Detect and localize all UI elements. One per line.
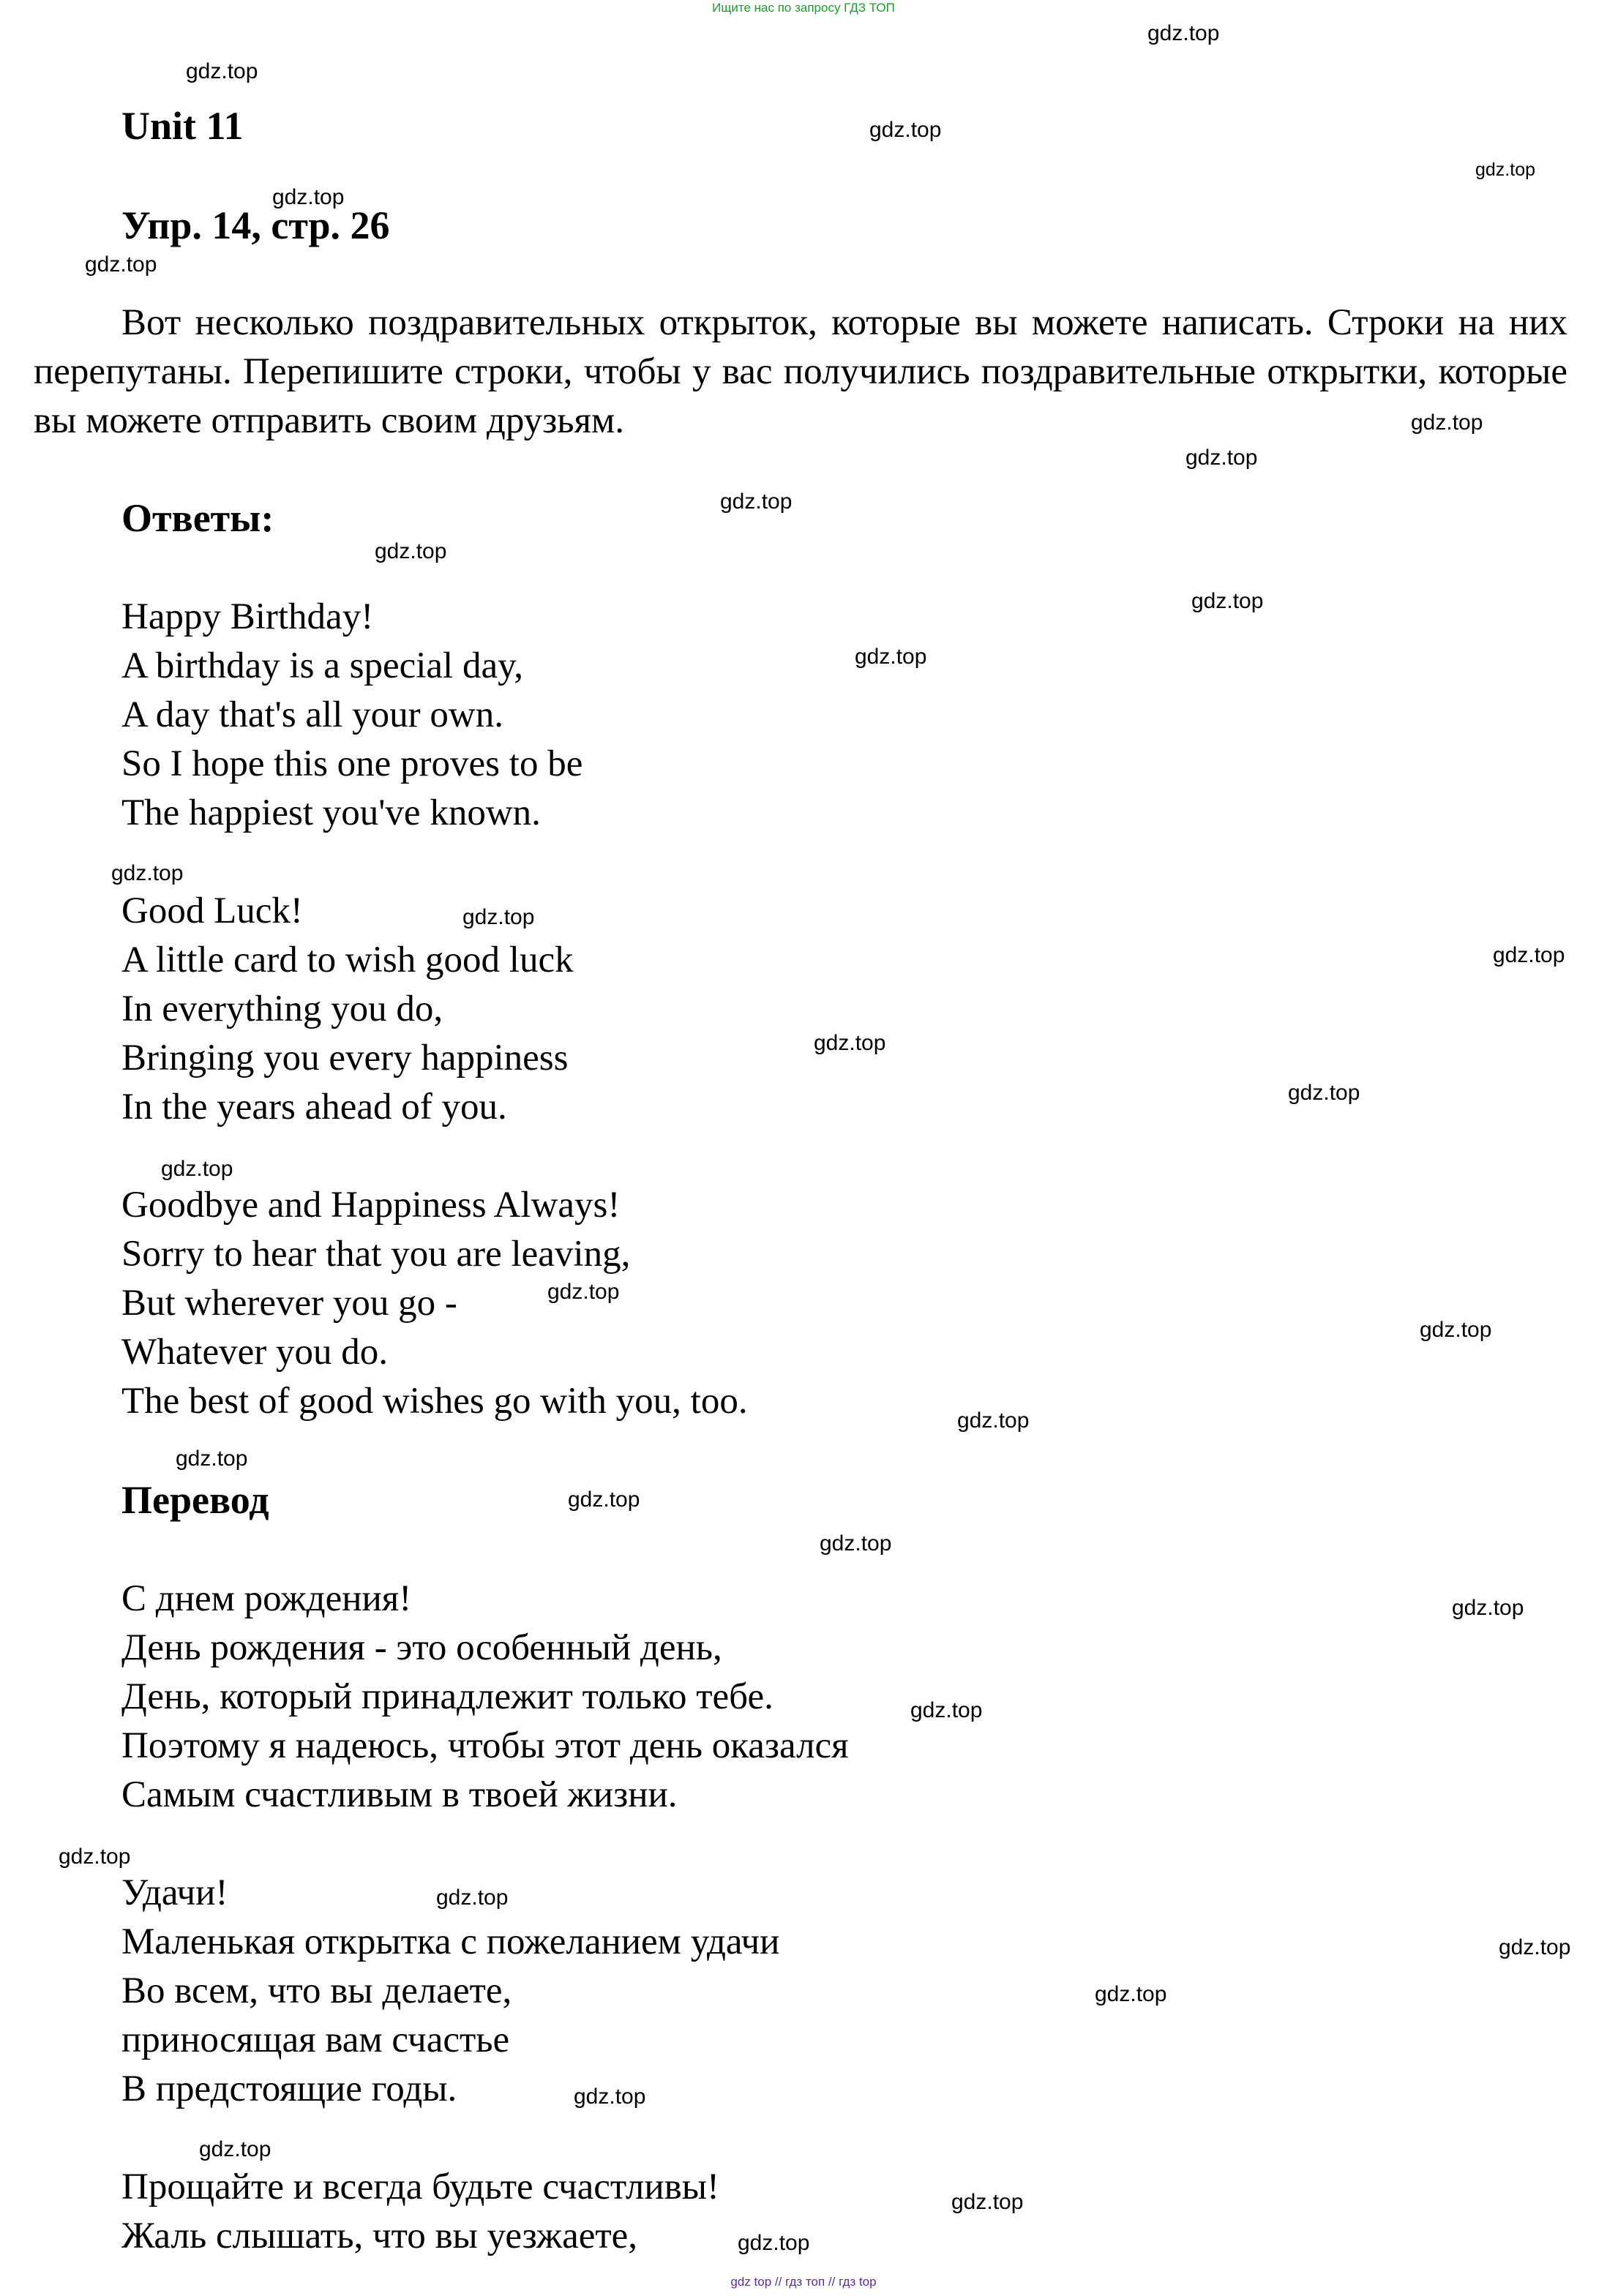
watermark: gdz.top: [720, 489, 793, 514]
verse-line: Жаль слышать, что вы уезжаете,: [121, 2216, 638, 2256]
answer-card-birthday: [121, 593, 583, 838]
answer-card-goodbye: [121, 1181, 748, 1426]
watermark: gdz.top: [186, 59, 258, 83]
translation-heading: Перевод: [121, 1478, 269, 1522]
watermark: gdz.top: [820, 1531, 892, 1556]
verse-line: Sorry to hear that you are leaving,: [121, 1234, 631, 1275]
watermark: gdz.top: [957, 1408, 1030, 1433]
verse-line: Bringing you every happiness: [121, 1038, 569, 1078]
verse-line: Прощайте и всегда будьте счастливы!: [121, 2166, 719, 2207]
watermark: gdz.top: [85, 252, 157, 277]
watermark: gdz.top: [59, 1845, 131, 1869]
verse-line: Маленькая открытка с пожеланием удачи: [121, 1921, 780, 1962]
verse-line: Поэтому я надеюсь, чтобы этот день оказался: [121, 1725, 849, 1766]
watermark: gdz.top: [176, 1447, 248, 1471]
watermark: gdz.top: [161, 1157, 233, 1181]
watermark: gdz.top: [375, 539, 447, 563]
unit-title: Unit 11: [121, 104, 244, 148]
verse-line: Самым счастливым в твоей жизни.: [121, 1774, 678, 1815]
watermark: gdz.top: [1191, 589, 1264, 613]
verse-line: A birthday is a special day,: [121, 645, 524, 686]
translation-card-goodbye: [121, 2163, 719, 2261]
watermark: gdz.top: [951, 2190, 1024, 2214]
verse-line: День рождения - это особенный день,: [121, 1627, 722, 1668]
watermark: gdz.top: [199, 2137, 271, 2161]
verse-line: The best of good wishes go with you, too.: [121, 1381, 748, 1422]
watermark: gdz.top: [111, 861, 184, 885]
translation-card-birthday: [121, 1575, 849, 1820]
watermark: gdz.top: [814, 1031, 886, 1055]
watermark: gdz.top: [272, 185, 345, 209]
verse-line: Во всем, что вы делаете,: [121, 1970, 512, 2011]
verse-line: Good Luck!: [121, 890, 303, 931]
watermark: gdz.top: [547, 1280, 620, 1304]
watermark: gdz.top: [1452, 1596, 1524, 1620]
watermark: gdz.top: [1288, 1081, 1360, 1105]
watermark: gdz.top: [1493, 943, 1565, 967]
verse-line: In everything you do,: [121, 988, 443, 1029]
verse-line: приносящая вам счастье: [121, 2019, 510, 2060]
watermark: gdz.top: [574, 2085, 646, 2109]
verse-line: The happiest you've known.: [121, 792, 541, 833]
verse-line: День, который принадлежит только тебе.: [121, 1676, 773, 1717]
verse-line: Happy Birthday!: [121, 596, 374, 637]
verse-line: In the years ahead of you.: [121, 1087, 507, 1128]
watermark: gdz.top: [1420, 1318, 1492, 1342]
footer-links[interactable]: gdz top // гдз топ // гдз top: [730, 2275, 877, 2289]
watermark: gdz.top: [1411, 410, 1483, 435]
watermark: gdz.top: [855, 645, 927, 669]
watermark: gdz.top: [462, 905, 535, 929]
watermark: gdz.top: [1475, 160, 1536, 180]
verse-line: С днем рождения!: [121, 1578, 412, 1619]
verse-line: So I hope this one proves to be: [121, 743, 583, 784]
verse-line: В предстоящие годы.: [121, 2068, 457, 2109]
verse-line: Whatever you do.: [121, 1332, 388, 1373]
verse-line: A little card to wish good luck: [121, 939, 574, 980]
watermark: gdz.top: [436, 1886, 509, 1910]
top-banner[interactable]: Ищите нас по запросу ГДЗ ТОП: [712, 1, 895, 15]
watermark: gdz.top: [568, 1487, 640, 1512]
exercise-title: Упр. 14, стр. 26: [121, 203, 390, 247]
answers-heading: Ответы:: [121, 496, 274, 540]
watermark: gdz.top: [1499, 1935, 1571, 1959]
watermark: gdz.top: [1147, 21, 1220, 45]
verse-line: But wherever you go -: [121, 1283, 457, 1324]
verse-line: A day that's all your own.: [121, 694, 503, 735]
watermark: gdz.top: [869, 118, 942, 142]
instruction-text: Вот несколько поздравительных открыток, которые вы можете написать. Строки на них перепутаны. Перепишите строки, чтобы у вас получились поздравительные открытки, которые вы можете отправить своим друзьям.: [34, 302, 1567, 441]
verse-line: Goodbye and Happiness Always!: [121, 1185, 621, 1226]
watermark: gdz.top: [1185, 446, 1258, 470]
watermark: gdz.top: [738, 2231, 810, 2255]
verse-line: Удачи!: [121, 1872, 228, 1913]
watermark: gdz.top: [1095, 1982, 1167, 2006]
watermark: gdz.top: [910, 1698, 983, 1722]
